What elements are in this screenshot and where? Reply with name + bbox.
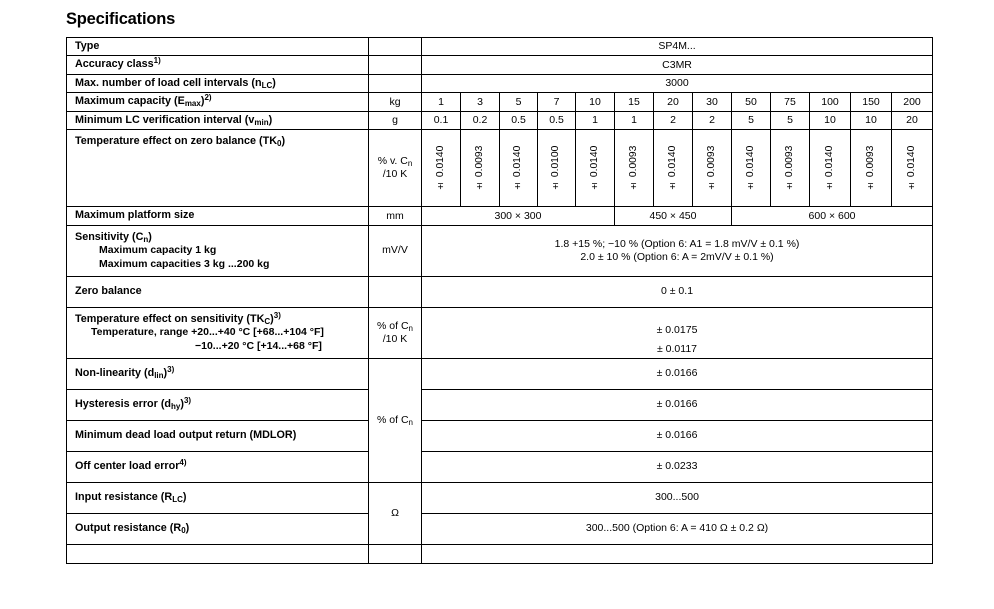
vmin-cell: 20	[892, 111, 933, 129]
output-res-label-sub: 0	[181, 526, 186, 536]
row-value-zero-balance: 0 ± 0.1	[422, 276, 933, 307]
tkc-sub-line2: −10...+20 °C [+14...+68 °F]	[195, 339, 322, 352]
hysteresis-label-sub: hy	[171, 402, 181, 412]
capacity-cell: 5	[500, 93, 538, 111]
row-value-partial	[422, 544, 933, 563]
row-label-partial	[67, 544, 369, 563]
row-label-intervals	[67, 74, 369, 92]
sensitivity-sub-line2: Maximum capacities 3 kg ...200 kg	[99, 257, 270, 270]
tkc-label-sup: 3)	[273, 310, 281, 320]
row-unit-platform-size: mm	[369, 207, 422, 225]
table-row-zero-balance	[67, 276, 933, 307]
hysteresis-label-sup: 3)	[183, 396, 192, 406]
row-label-tkc	[67, 307, 369, 358]
tk0-cell-text: ± 0.0140	[744, 145, 756, 192]
capacity-cell: 200	[892, 93, 933, 111]
row-label-vmin	[67, 111, 369, 129]
sensitivity-value-line2: 2.0 ± 10 % (Option 6: A = 2mV/V ± 0.1 %)	[580, 250, 774, 263]
tkc-value-line2: ± 0.0117	[657, 342, 698, 355]
row-value-hysteresis: ± 0.0166	[422, 389, 933, 420]
capacity-cell: 50	[732, 93, 771, 111]
intervals-label-end: )	[272, 76, 276, 89]
tkc-unit-sub: n	[408, 323, 413, 333]
tk0-cell	[538, 130, 576, 207]
vmin-cell: 5	[732, 111, 771, 129]
vmin-cell: 0.1	[422, 111, 461, 129]
table-row-vmin	[67, 111, 933, 129]
tk0-unit-sub: n	[407, 159, 413, 169]
tk0-cell	[461, 130, 500, 207]
row-value-intervals: 3000	[422, 74, 933, 92]
offcenter-label-text: Off center load error	[75, 460, 180, 473]
row-label-offcenter	[67, 451, 369, 482]
capacity-cell: 100	[810, 93, 851, 111]
vmin-cell: 10	[810, 111, 851, 129]
capacity-cell: 1	[422, 93, 461, 111]
row-label-nonlinearity	[67, 358, 369, 389]
row-unit-accuracy-class	[369, 56, 422, 74]
tk0-cell	[851, 130, 892, 207]
table-row-platform-size	[67, 207, 933, 225]
capacity-label-text: Maximum capacity (E	[75, 95, 185, 108]
percent-cn-unit-text: % of C	[377, 413, 409, 426]
tk0-cell-text: ± 0.0093	[627, 145, 639, 192]
tk0-cell-text: ± 0.0140	[434, 145, 446, 192]
row-unit-sensitivity: mV/V	[369, 225, 422, 276]
hysteresis-label-text: Hysteresis error (d	[75, 398, 172, 411]
tkc-sub-line1: Temperature, range +20...+40 °C [+68...+104 °F]	[91, 326, 324, 339]
input-res-label-end: )	[182, 491, 187, 504]
platform-size-cell: 600 × 600	[732, 207, 933, 225]
input-res-label-text: Input resistance (R	[75, 491, 173, 504]
tk0-cell-text: ± 0.0140	[905, 145, 917, 192]
page-title: Specifications	[66, 10, 176, 28]
table-row-intervals	[67, 74, 933, 92]
output-res-label-end: )	[185, 522, 190, 535]
vmin-cell: 2	[654, 111, 693, 129]
sensitivity-label-sub: n	[143, 234, 149, 244]
tkc-unit-line1: % of C	[377, 319, 409, 332]
tk0-cell	[732, 130, 771, 207]
tkc-label-text: Temperature effect on sensitivity (TK	[75, 312, 265, 325]
row-value-type: SP4M...	[422, 38, 933, 56]
platform-size-cell: 300 × 300	[422, 207, 615, 225]
row-unit-tkc	[369, 307, 422, 358]
specifications-table	[66, 37, 933, 564]
row-value-mdlor: ± 0.0166	[422, 420, 933, 451]
nonlinearity-label-end: )	[163, 367, 168, 380]
table-row-max-capacity	[67, 93, 933, 111]
intervals-label-text: Max. number of load cell intervals (n	[75, 76, 262, 89]
offcenter-label-sup: 4)	[179, 458, 187, 468]
capacity-cell: 75	[771, 93, 810, 111]
capacity-cell: 20	[654, 93, 693, 111]
tk0-cell-text: ± 0.0093	[705, 145, 717, 192]
row-label-hysteresis	[67, 389, 369, 420]
input-res-label-sub: LC	[172, 495, 183, 505]
percent-cn-unit-sub: n	[408, 417, 413, 427]
tk0-cell	[693, 130, 732, 207]
row-value-sensitivity	[422, 225, 933, 276]
row-value-accuracy-class: C3MR	[422, 56, 933, 74]
tk0-label-sub: 0	[277, 139, 282, 149]
tk0-cell	[500, 130, 538, 207]
hysteresis-label-end: )	[180, 398, 184, 411]
capacity-label-sup: 2)	[204, 93, 212, 103]
tkc-unit-line2: /10 K	[382, 332, 408, 345]
table-row-mdlor	[67, 420, 933, 451]
tk0-cell	[576, 130, 615, 207]
nonlinearity-label-sup: 3)	[167, 365, 175, 375]
accuracy-label-text: Accuracy class	[75, 58, 154, 71]
vmin-cell: 1	[615, 111, 654, 129]
tk0-cell	[771, 130, 810, 207]
table-row-nonlinearity	[67, 358, 933, 389]
nonlinearity-label-sub: lin	[154, 371, 164, 381]
row-value-offcenter: ± 0.0233	[422, 451, 933, 482]
row-label-input-resistance	[67, 482, 369, 513]
nonlinearity-label-text: Non-linearity (d	[75, 367, 155, 380]
table-row-output-resistance	[67, 513, 933, 544]
row-unit-ohm: Ω	[369, 482, 422, 544]
table-row-type	[67, 38, 933, 56]
sensitivity-sub-line1: Maximum capacity 1 kg	[99, 244, 217, 257]
row-unit-intervals	[369, 74, 422, 92]
vmin-cell: 2	[693, 111, 732, 129]
row-label-tk0	[67, 130, 369, 207]
capacity-label-sub: max	[184, 99, 201, 109]
tk0-unit-line2: /10 K	[382, 168, 408, 181]
tk0-cell-text: ± 0.0093	[783, 145, 795, 192]
table-row-offcenter	[67, 451, 933, 482]
sensitivity-value-line1: 1.8 +15 %; −10 % (Option 6: A1 = 1.8 mV/V ± 0.1 %)	[554, 237, 800, 250]
row-value-output-resistance: 300...500 (Option 6: A = 410 Ω ± 0.2 Ω)	[422, 513, 933, 544]
tk0-label-text: Temperature effect on zero balance (TK	[75, 135, 277, 148]
tk0-cell-text: ± 0.0140	[823, 145, 835, 192]
tk0-cell-text: ± 0.0140	[512, 145, 524, 192]
tkc-label-sub: C	[264, 316, 271, 326]
vmin-label-sub: min	[254, 117, 269, 127]
row-unit-vmin: g	[369, 111, 422, 129]
table-row-accuracy-class	[67, 56, 933, 74]
intervals-label-sub: LC	[261, 80, 273, 90]
tk0-cell	[654, 130, 693, 207]
row-label-mdlor: Minimum dead load output return (MDLOR)	[67, 420, 369, 451]
tk0-cell	[615, 130, 654, 207]
vmin-cell: 10	[851, 111, 892, 129]
table-row-input-resistance	[67, 482, 933, 513]
tk0-cell	[892, 130, 933, 207]
tk0-cell	[810, 130, 851, 207]
output-res-label-text: Output resistance (R	[75, 522, 182, 535]
sensitivity-label-text: Sensitivity (C	[75, 230, 144, 243]
row-unit-percent-cn	[369, 358, 422, 482]
row-unit-partial	[369, 544, 422, 563]
vmin-cell: 1	[576, 111, 615, 129]
row-value-nonlinearity: ± 0.0166	[422, 358, 933, 389]
row-unit-max-capacity: kg	[369, 93, 422, 111]
sensitivity-label-end: )	[148, 230, 152, 243]
tkc-label-end: )	[270, 312, 274, 325]
row-unit-zero-balance	[369, 276, 422, 307]
table-row-sensitivity	[67, 225, 933, 276]
row-label-sensitivity	[67, 225, 369, 276]
vmin-cell: 5	[771, 111, 810, 129]
row-value-tkc	[422, 307, 933, 358]
accuracy-label-sup: 1)	[153, 56, 161, 66]
row-label-max-capacity	[67, 93, 369, 111]
table-row-tk0	[67, 130, 933, 207]
tkc-value-line1: ± 0.0175	[656, 323, 698, 336]
table-row-hysteresis	[67, 389, 933, 420]
capacity-cell: 10	[576, 93, 615, 111]
row-unit-tk0	[369, 130, 422, 207]
row-label-platform-size: Maximum platform size	[67, 207, 369, 225]
tk0-cell-text: ± 0.0140	[666, 145, 678, 192]
capacity-cell: 7	[538, 93, 576, 111]
row-label-output-resistance	[67, 513, 369, 544]
row-label-accuracy-class	[67, 56, 369, 74]
row-unit-type	[369, 38, 422, 56]
row-label-type: Type	[67, 38, 369, 56]
capacity-label-end: )	[200, 95, 205, 108]
capacity-cell: 15	[615, 93, 654, 111]
table-row-tkc	[67, 307, 933, 358]
tk0-label-end: )	[281, 135, 286, 148]
tk0-cell-text: ± 0.0140	[588, 145, 600, 192]
vmin-cell: 0.2	[461, 111, 500, 129]
vmin-cell: 0.5	[538, 111, 576, 129]
capacity-cell: 30	[693, 93, 732, 111]
vmin-label-text: Minimum LC verification interval (v	[75, 113, 255, 126]
tk0-cell	[422, 130, 461, 207]
table-row-partial-bottom	[67, 544, 933, 563]
vmin-cell: 0.5	[500, 111, 538, 129]
row-value-input-resistance: 300...500	[422, 482, 933, 513]
tk0-unit-line1: % v. C	[377, 155, 408, 168]
tk0-cell-text: ± 0.0093	[864, 145, 876, 192]
capacity-cell: 150	[851, 93, 892, 111]
capacity-cell: 3	[461, 93, 500, 111]
tk0-cell-text: ± 0.0093	[473, 145, 485, 192]
row-label-zero-balance: Zero balance	[67, 276, 369, 307]
vmin-label-end: )	[268, 113, 273, 126]
platform-size-cell: 450 × 450	[615, 207, 732, 225]
tk0-cell-text: ± 0.0100	[550, 145, 562, 192]
